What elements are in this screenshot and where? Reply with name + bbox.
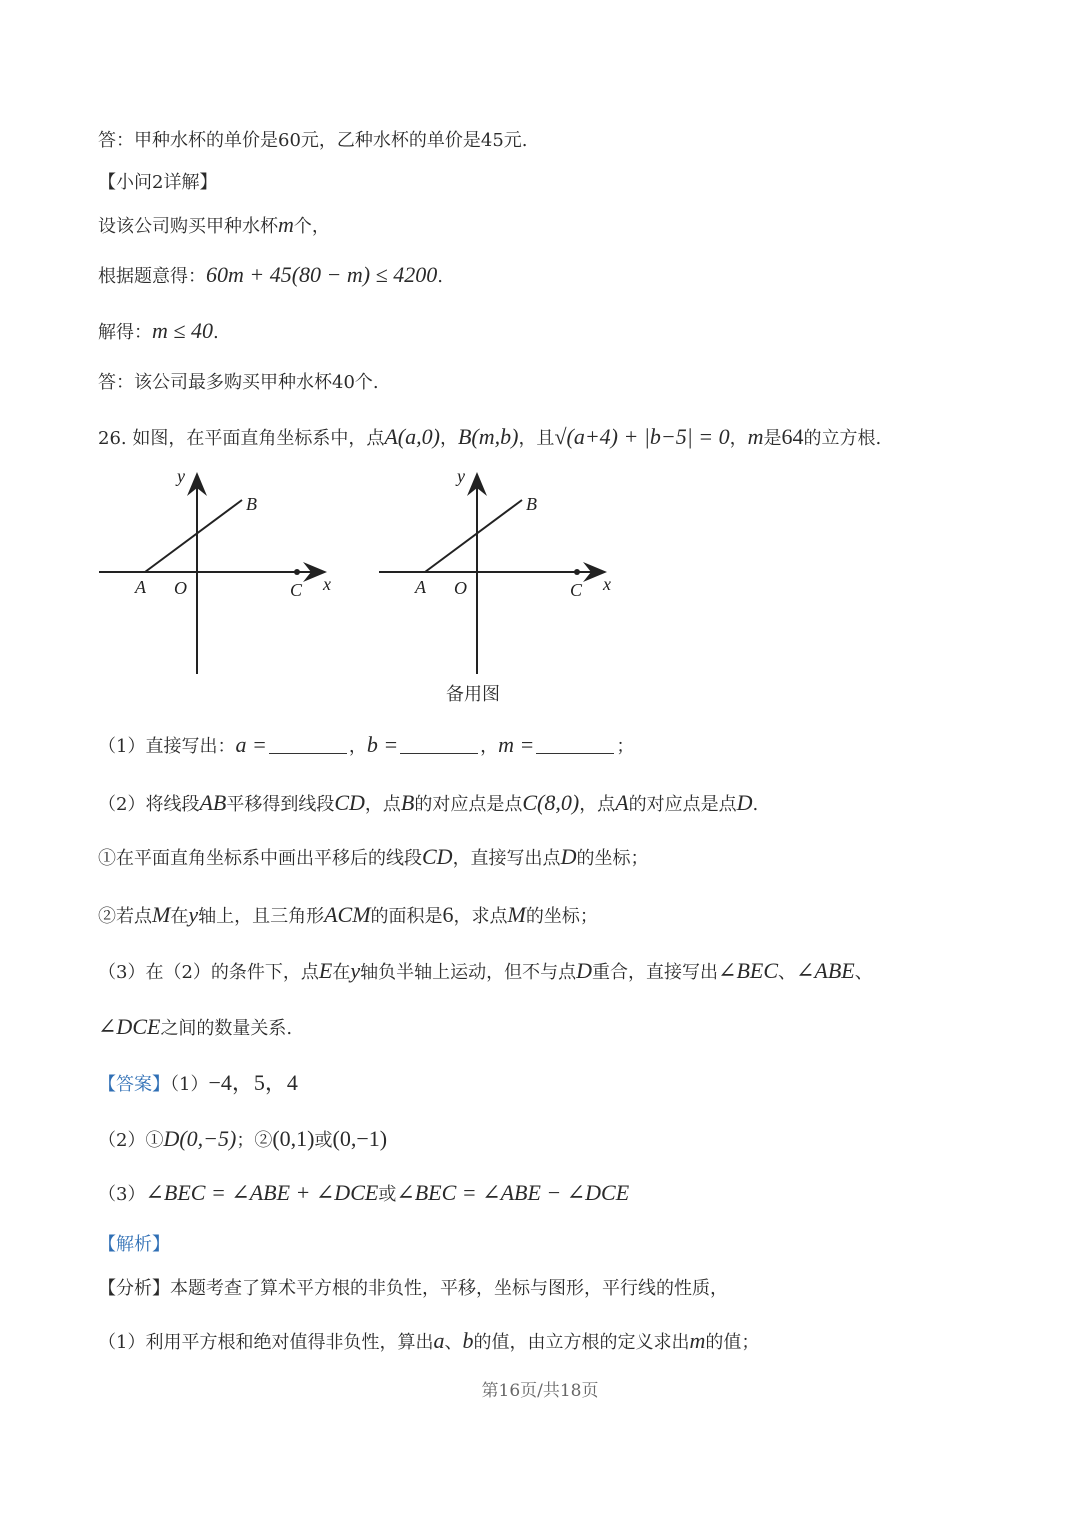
segment-cd-label: CD [334, 790, 365, 815]
solution-line [98, 318, 219, 346]
q3-text: 轴负半轴上运动，但不与点 [360, 962, 577, 983]
var-b: b [462, 1328, 474, 1353]
q2b-text: ，求点 [453, 906, 508, 927]
num-64: 64 [781, 424, 804, 449]
answer-1 [98, 1070, 298, 1098]
angle-bec: ∠BEC [718, 958, 778, 983]
page-footer: 第16页/共18页 [481, 1381, 599, 1401]
analysis-end: 的值； [705, 1332, 760, 1353]
angle-dce: ∠DCE [98, 1014, 161, 1039]
label-c: C [290, 580, 303, 600]
q3-end: 之间的数量关系. [160, 1018, 293, 1039]
label-a: A [415, 577, 426, 597]
point-a: A(a,0) [384, 424, 440, 449]
q1-b-blank[interactable] [400, 735, 478, 754]
point-c-dot [574, 569, 580, 575]
q2b-text: 在 [170, 906, 189, 927]
point-e-label: E [318, 958, 333, 983]
answer-2-d-coord: D(0,−5) [163, 1126, 237, 1151]
label-c: C [570, 580, 583, 600]
analysis-line-1: 【分析】本题考查了算术平方根的非负性，平移，坐标与图形，平行线的性质， [98, 1278, 728, 1299]
spare-figure-caption: 备用图 [446, 684, 500, 705]
point-d-label: D [560, 844, 577, 869]
answer-2 [98, 1126, 387, 1154]
q1-a-blank[interactable] [269, 735, 347, 754]
coordinate-figure-main [95, 462, 345, 682]
q1-m-blank[interactable] [536, 735, 614, 754]
condition-math: √(a+4) + |b−5| = 0 [554, 424, 730, 449]
y-label: y [188, 902, 199, 927]
label-b: B [246, 494, 257, 514]
coordinate-figure-spare [375, 462, 625, 682]
q3-text: 重合，直接写出 [592, 962, 719, 983]
label-x: x [603, 574, 611, 594]
q1-b-label: b = [366, 732, 399, 757]
answer-3-eq1: ∠BEC = ∠ABE + ∠DCE [145, 1180, 379, 1205]
setup-text-end: 个， [293, 216, 330, 237]
answer-line-max: 答：该公司最多购买甲种水杯40个. [98, 372, 379, 393]
question-1 [98, 732, 634, 760]
triangle-acm-label: ACM [324, 902, 371, 927]
point-d-label: D [736, 790, 753, 815]
q2-text: 的对应点是点 [414, 794, 523, 815]
answer-3-eq2: ∠BEC = ∠ABE − ∠DCE [396, 1180, 630, 1205]
point-m-label: M [507, 902, 526, 927]
sep: 、 [444, 1332, 463, 1353]
answer-2-m1: (0,1) [272, 1126, 315, 1151]
q2-text: 的对应点是点 [628, 794, 737, 815]
area-value: 6 [442, 902, 454, 927]
sep: 、 [778, 962, 796, 983]
label-o: O [454, 578, 467, 598]
question-3 [98, 958, 873, 986]
q2b-end: 的坐标； [525, 906, 598, 927]
q2-text: ，点 [364, 794, 401, 815]
q1-prefix: （1）直接写出： [98, 736, 236, 757]
solution-period: . [212, 322, 219, 343]
point-d-label: D [576, 958, 593, 983]
answer-1-values: −4，5，4 [208, 1070, 298, 1095]
answer-3-prefix: （3） [98, 1184, 146, 1205]
answer-2-prefix: （2）① [98, 1130, 164, 1151]
solution-math: m ≤ 40 [152, 318, 213, 343]
analysis-line-2 [98, 1328, 759, 1356]
answer-2-or: 或 [314, 1130, 333, 1151]
question-2-part-1 [98, 844, 648, 872]
point-a-label: A [615, 790, 629, 815]
intro-text: 26. 如图，在平面直角坐标系中，点 [98, 428, 385, 449]
q2-end: . [752, 794, 759, 815]
var-m: m [747, 424, 764, 449]
subquestion-2-header: 【小问2详解】 [98, 172, 218, 193]
q2b-text: 的面积是 [370, 906, 443, 927]
q3-text: （3）在（2）的条件下，点 [98, 962, 319, 983]
q2-text: 平移得到线段 [226, 794, 335, 815]
segment-cd-label: CD [422, 844, 453, 869]
answer-2-mid: ；② [236, 1130, 273, 1151]
angle-abe: ∠ABE [796, 958, 855, 983]
question-3-cont [98, 1014, 292, 1042]
analysis-tag: 【解析】 [98, 1234, 170, 1255]
answer-3-or: 或 [378, 1184, 397, 1205]
point-b-label: B [400, 790, 415, 815]
sep: ， [729, 428, 748, 449]
q2b-text: 轴上，且三角形 [198, 906, 325, 927]
solution-prefix: 解得： [98, 322, 152, 343]
intro-mid: 是 [763, 428, 782, 449]
segment-ab [425, 500, 522, 572]
answer-1-prefix: （1） [170, 1074, 209, 1095]
segment-ab [145, 500, 242, 572]
intro-tail: 的立方根. [803, 428, 882, 449]
point-m-label: M [152, 902, 171, 927]
sep: 、 [854, 962, 873, 983]
segment-ab-label: AB [199, 790, 227, 815]
q2-text: ，点 [579, 794, 616, 815]
q2b-text: ②若点 [98, 906, 152, 927]
answer-line-prices: 答：甲种水杯的单价是60元，乙种水杯的单价是45元. [98, 130, 528, 151]
label-b: B [526, 494, 537, 514]
inequality-math: 60m + 45(80 − m) ≤ 4200 [206, 262, 438, 287]
point-b: B(m,b) [457, 424, 519, 449]
analysis-text: 的值，由立方根的定义求出 [473, 1332, 690, 1353]
label-y: y [457, 466, 465, 486]
q2a-text: ，直接写出点 [452, 848, 561, 869]
q1-a-label: a = [235, 732, 267, 757]
point-c-coord: C(8,0) [522, 790, 580, 815]
sep: ， [348, 736, 367, 757]
answer-3 [98, 1180, 629, 1208]
question-2 [98, 790, 758, 818]
setup-line [98, 212, 330, 240]
var-a: a [433, 1328, 445, 1353]
q1-m-label: m = [498, 732, 535, 757]
q1-end: ； [616, 736, 635, 757]
answer-tag: 【答案】 [98, 1074, 170, 1095]
sep: ， [439, 428, 458, 449]
label-x: x [323, 574, 331, 594]
var-m: m [689, 1328, 706, 1353]
sep: ， [480, 736, 499, 757]
question-2-part-2 [98, 902, 598, 930]
label-o: O [174, 578, 187, 598]
y-label: y [350, 958, 361, 983]
label-y: y [177, 466, 185, 486]
analysis-text: （1）利用平方根和绝对值得非负性，算出 [98, 1332, 434, 1353]
setup-text: 设该公司购买甲种水杯 [98, 216, 278, 237]
q3-text: 在 [332, 962, 351, 983]
q2a-end: 的坐标； [576, 848, 649, 869]
q2-text: （2）将线段 [98, 794, 200, 815]
inequality-period: . [437, 266, 443, 287]
q2a-text: ①在平面直角坐标系中画出平移后的线段 [98, 848, 422, 869]
problem-26-intro [98, 424, 881, 452]
inequality-line [98, 262, 443, 290]
label-a: A [135, 577, 146, 597]
sep: ，且 [518, 428, 555, 449]
answer-2-m2: (0,−1) [332, 1126, 388, 1151]
inequality-prefix: 根据题意得： [98, 266, 206, 287]
point-c-dot [294, 569, 300, 575]
var-m: m [278, 212, 294, 237]
